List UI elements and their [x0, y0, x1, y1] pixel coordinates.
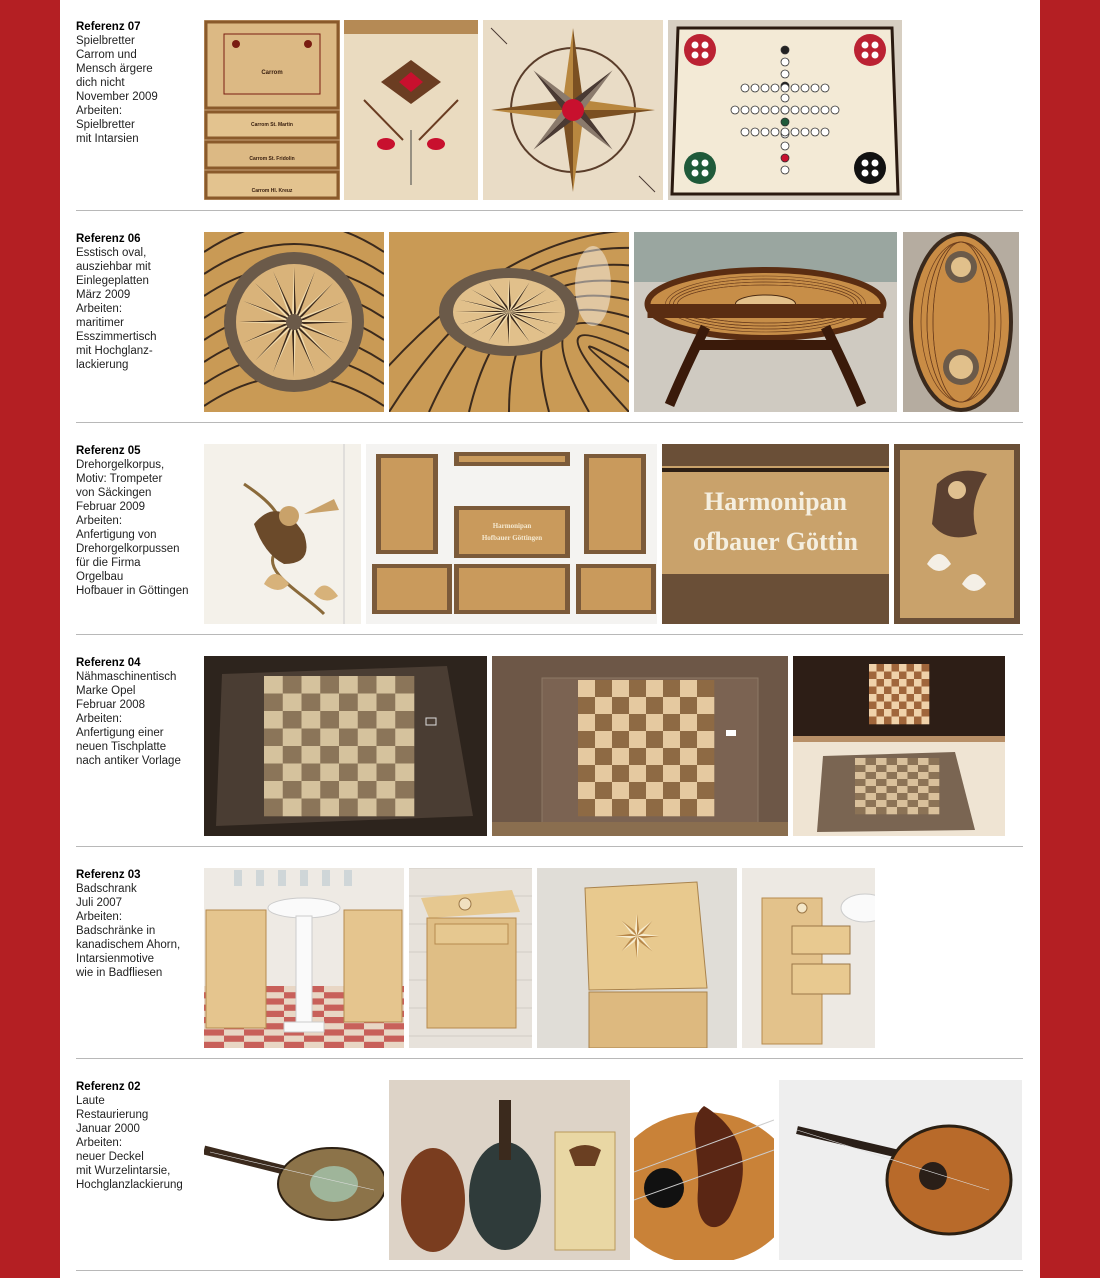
reference-line: Einlegeplatten	[76, 275, 149, 287]
reference-line: Restaurierung	[76, 1109, 149, 1121]
reference-line: Spielbretter	[76, 35, 135, 47]
reference-line: Arbeiten:	[76, 1137, 123, 1149]
photo-text: Harmonipan	[492, 522, 532, 530]
reference-line: Intarsienmotive	[76, 953, 154, 965]
reference-separator	[76, 210, 1023, 211]
ludo-board-photo[interactable]	[668, 20, 902, 200]
reference-description	[76, 656, 204, 768]
reference-title: Referenz 02	[76, 1081, 141, 1093]
reference-title: Referenz 06	[76, 233, 141, 245]
reference-line: wie in Badfliesen	[76, 967, 163, 979]
reference-line: Esszimmertisch	[76, 331, 157, 343]
oval-table-photo[interactable]	[634, 232, 897, 412]
reference-line: Laute	[76, 1095, 105, 1107]
trumpeter-panel-photo[interactable]	[894, 444, 1020, 624]
lute-parts-photo[interactable]	[389, 1080, 630, 1260]
lute-soundboard-detail-photo[interactable]	[634, 1080, 774, 1260]
photo-text: Hofbauer Göttingen	[481, 534, 543, 542]
reference-line: November 2009	[76, 91, 158, 103]
reference-line: Esstisch oval,	[76, 247, 147, 259]
photo-text: Carrom	[261, 70, 283, 76]
reference-line: Drehorgelkorpus,	[76, 459, 165, 471]
reference-line: Carrom und	[76, 49, 137, 61]
reference-description	[76, 868, 204, 980]
reference-separator	[76, 1058, 1023, 1059]
reference-line: mit Hochglanz-	[76, 345, 153, 357]
reference-line: Februar 2008	[76, 699, 146, 711]
table-top-angle-photo[interactable]	[389, 232, 629, 412]
old-chess-tabletop-photo[interactable]	[204, 656, 487, 836]
reference-line: Arbeiten:	[76, 515, 123, 527]
organ-panels-photo[interactable]	[366, 444, 657, 624]
reference-description	[76, 1080, 204, 1192]
new-chess-tabletop-photo[interactable]	[492, 656, 788, 836]
table-extended-photo[interactable]	[903, 232, 1019, 412]
carrom-boards-stack-photo[interactable]	[204, 20, 340, 200]
reference-line: Hochglanzlackierung	[76, 1179, 183, 1191]
reference-line: nach antiker Vorlage	[76, 755, 181, 767]
reference-separator	[76, 846, 1023, 847]
reference-line: dich nicht	[76, 77, 125, 89]
reference-line: Badschrank	[76, 883, 137, 895]
cabinet-drawers-photo[interactable]	[742, 868, 875, 1048]
reference-line: von Säckingen	[76, 487, 152, 499]
photo-text: Carrom Hl. Kreuz	[251, 188, 293, 194]
photo-text: Carrom St. Fridolin	[249, 156, 295, 162]
photo-text: ofbauer Göttin	[693, 527, 858, 556]
content-page	[60, 0, 1040, 1278]
reference-line: Arbeiten:	[76, 105, 123, 117]
reference-line: Drehorgelkorpussen	[76, 543, 180, 555]
trumpeter-inlay-photo[interactable]	[204, 444, 361, 624]
reference-line: Nähmaschinentisch	[76, 671, 177, 683]
bathroom-overview-photo[interactable]	[204, 868, 404, 1048]
bathroom-cabinet-photo[interactable]	[409, 868, 532, 1048]
reference-line: neuen Tischplatte	[76, 741, 167, 753]
reference-title: Referenz 07	[76, 21, 141, 33]
reference-line: maritimer	[76, 317, 124, 329]
reference-line: ausziehbar mit	[76, 261, 151, 273]
reference-line: Juli 2007	[76, 897, 123, 909]
photo-text: Harmonipan	[703, 487, 848, 516]
reference-line: mit Intarsien	[76, 133, 139, 145]
reference-separator	[76, 1270, 1023, 1271]
reference-line: kanadischem Ahorn,	[76, 939, 181, 951]
reference-line: Arbeiten:	[76, 713, 123, 725]
reference-line: Februar 2009	[76, 501, 146, 513]
reference-line: lackierung	[76, 359, 129, 371]
reference-line: Januar 2000	[76, 1123, 140, 1135]
carrom-board-detail-photo[interactable]	[344, 20, 478, 200]
reference-line: März 2009	[76, 289, 131, 301]
reference-line: Orgelbau	[76, 571, 124, 583]
old-lute-photo[interactable]	[204, 1080, 384, 1260]
reference-title: Referenz 04	[76, 657, 141, 669]
reference-title: Referenz 05	[76, 445, 141, 457]
reference-line: Anfertigung von	[76, 529, 157, 541]
reference-description	[76, 20, 204, 146]
reference-line: Motiv: Trompeter	[76, 473, 163, 485]
reference-line: für die Firma	[76, 557, 141, 569]
reference-separator	[76, 634, 1023, 635]
compass-rose-inlay-photo[interactable]	[204, 232, 384, 412]
old-and-new-tabletops-photo[interactable]	[793, 656, 1005, 836]
reference-line: Marke Opel	[76, 685, 136, 697]
reference-description	[76, 444, 204, 598]
reference-line: Arbeiten:	[76, 911, 123, 923]
reference-line: mit Wurzelintarsie,	[76, 1165, 171, 1177]
reference-line: Arbeiten:	[76, 303, 123, 315]
reference-line: neuer Deckel	[76, 1151, 144, 1163]
reference-line: Mensch ärgere	[76, 63, 153, 75]
compass-inlay-photo[interactable]	[483, 20, 663, 200]
harmonipan-lettering-photo[interactable]	[662, 444, 889, 624]
reference-separator	[76, 422, 1023, 423]
photo-text: Carrom St. Martin	[251, 122, 293, 128]
reference-line: Hofbauer in Göttingen	[76, 585, 189, 597]
reference-line: Anfertigung einer	[76, 727, 164, 739]
reference-description	[76, 232, 204, 372]
cabinet-top-inlay-photo[interactable]	[537, 868, 737, 1048]
reference-title: Referenz 03	[76, 869, 141, 881]
reference-line: Spielbretter	[76, 119, 135, 131]
reference-line: Badschränke in	[76, 925, 156, 937]
restored-lute-photo[interactable]	[779, 1080, 1022, 1260]
